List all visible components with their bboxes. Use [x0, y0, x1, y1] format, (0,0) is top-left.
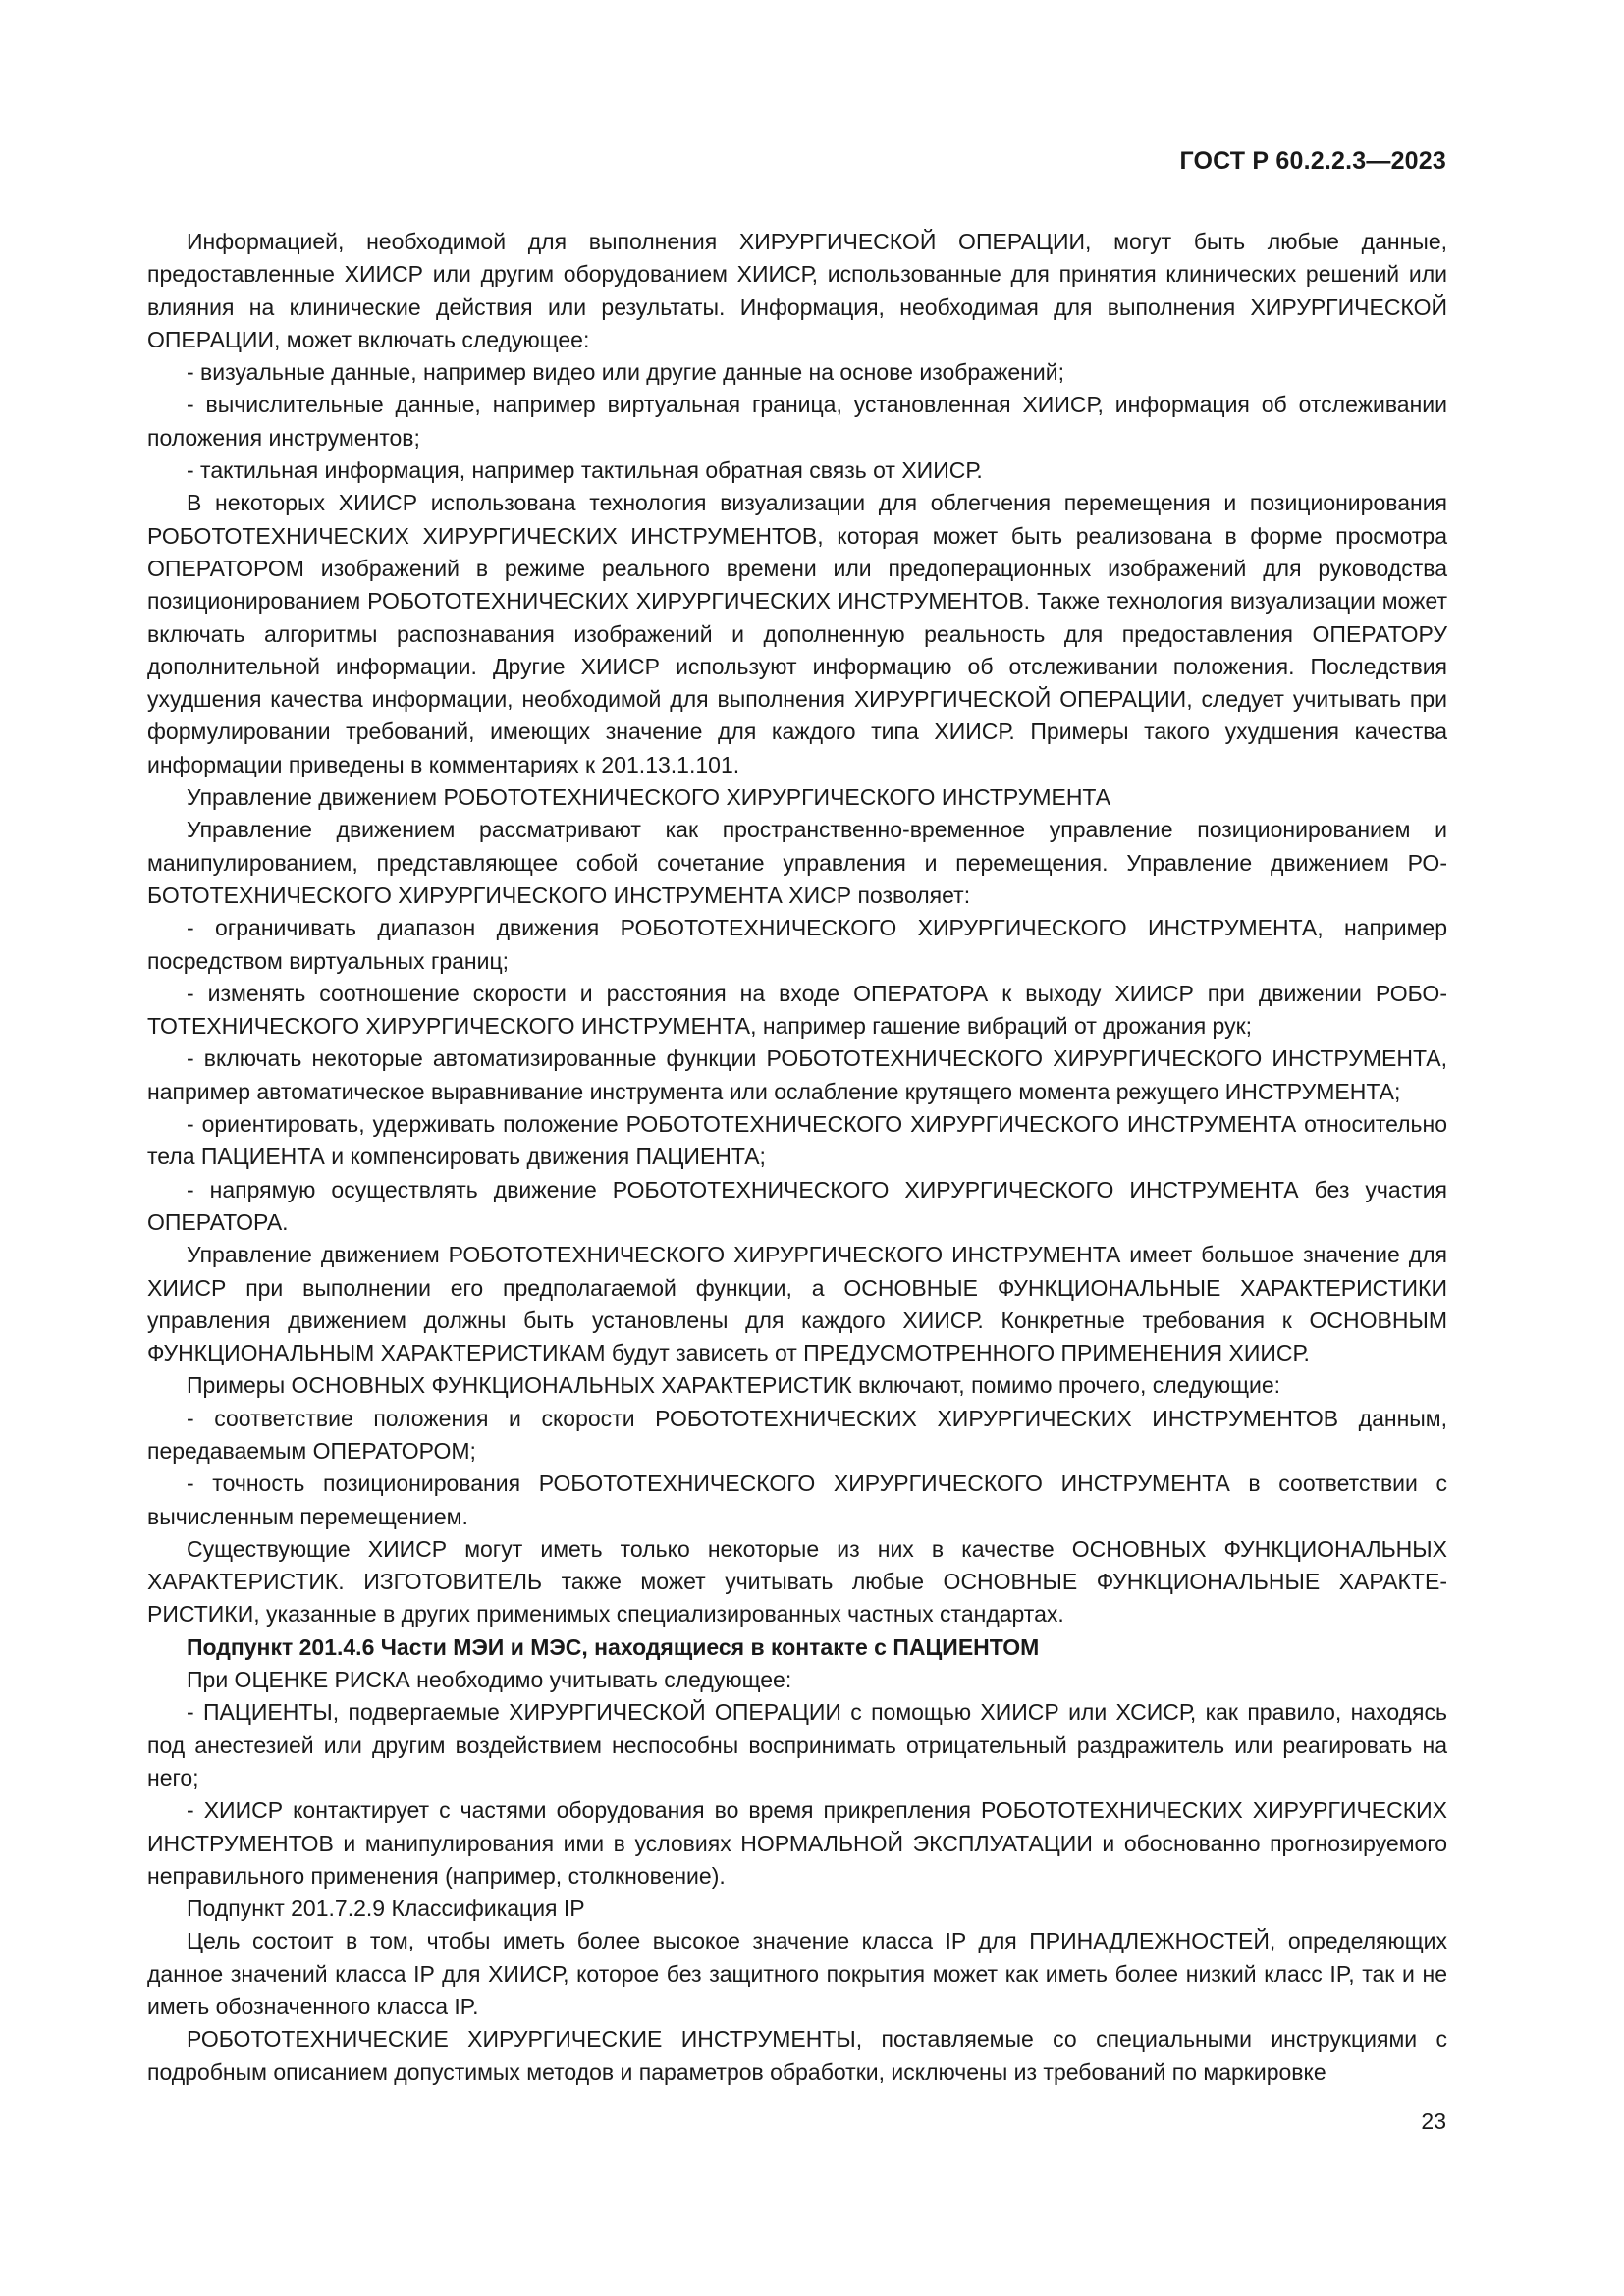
paragraph: Информацией, необходимой для выполнения ХИРУРГИЧЕСКОЙ ОПЕРАЦИИ, могут быть любые данные, предоставленные ХИИСР или другим оборудованием ХИИСР, использованные для принятия клинических решений или влияния на клинические действия или результаты. Информация, необходимая для выполнения ХИРУРГИЧЕСКОЙ ОПЕРАЦИИ, может включать следующее:	[147, 229, 1447, 352]
list-item: - соответствие положения и скорости РОБОТОТЕХНИЧЕСКИХ ХИРУРГИЧЕСКИХ ИНСТРУМЕНТОВ данным, передаваемым ОПЕРАТОРОМ;	[147, 1405, 1447, 1464]
paragraph: РОБОТОТЕХНИЧЕСКИЕ ХИРУРГИЧЕСКИЕ ИНСТРУМЕНТЫ, поставляемые со специальными инструкциями с подробным описанием допустимых методов и параметров обработки, исключены из требований по маркировке	[147, 2026, 1447, 2085]
list-item: - тактильная информация, например тактильная обратная связь от ХИИСР.	[187, 457, 983, 484]
subclause-heading: Подпункт 201.4.6 Части МЭИ и МЭС, находящиеся в контакте с ПАЦИЕНТОМ	[187, 1633, 1040, 1660]
paragraph: В некоторых ХИИСР использована технология визуализации для облегчения перемещения и позиционирования РОБОТОТЕХНИЧЕСКИХ ХИРУРГИЧЕСКИХ ИНСТРУМЕНТОВ, которая может быть реализована в форме просмотра ОПЕРАТОРОМ изображений в режиме реального времени или предоперационных изображений для руководства позиционированием РОБОТОТЕХНИЧЕСКИХ ХИРУРГИЧЕСКИХ ИНСТРУМЕНТОВ. Также технология визуализации может включать алгоритмы распознавания изображений и дополненную реальность для предоставления ОПЕРАТОРУ дополнительной информации. Другие ХИИСР используют информацию об отслеживании положения. Последствия ухудшения качества информации, необходимой для выполнения ХИРУРГИЧЕСКОЙ ОПЕРАЦИИ, следует учитывать при формулировании требований, имеющих значение для каждого типа ХИИСР. Примеры такого ухудшения качества информации приведены в комментариях к 201.13.1.101.	[147, 490, 1447, 777]
paragraph: Цель состоит в том, чтобы иметь более высокое значение класса IP для ПРИНАДЛЕЖНОСТЕЙ, определяющих данное значений класса IP для ХИИСР, которое без защитного покрытия может как иметь более низкий класс IP, так и не иметь обозначенного класса IP.	[147, 1928, 1447, 2020]
list-item: - ограничивать диапазон движения РОБОТОТЕХНИЧЕСКОГО ХИРУРГИЧЕСКОГО ИНСТРУМЕНТА, например посредством виртуальных границ;	[147, 915, 1447, 974]
list-item: - включать некоторые автоматизированные функции РОБОТОТЕХНИЧЕСКОГО ХИРУРГИЧЕСКОГО ИНСТРУМЕНТА, например автоматическое выравнивание инструмента или ослабление крутящего момента режущего ИНСТРУМЕНТА;	[147, 1045, 1447, 1104]
paragraph: Управление движением РОБОТОТЕХНИЧЕСКОГО ХИРУРГИЧЕСКОГО ИНСТРУМЕНТА имеет большое значение для ХИИСР при выполнении его предполагаемой функции, а ОСНОВНЫЕ ФУНКЦИОНАЛЬНЫЕ ХАРАКТЕРИСТИКИ управления движением должны быть установлены для каждого ХИИСР. Конкретные требования к ОСНОВНЫМ ФУНКЦИОНАЛЬНЫМ ХАРАКТЕРИСТИКАМ будут зависеть от ПРЕДУСМОТРЕННОГО ПРИМЕНЕНИЯ ХИИСР.	[147, 1242, 1447, 1366]
list-item: - изменять соотношение скорости и расстояния на входе ОПЕРАТОРА к выходу ХИИСР при движении РОБОТОТЕХНИЧЕСКОГО ХИРУРГИЧЕСКОГО ИНСТРУМЕНТА, например гашение вибраций от дрожания рук;	[147, 980, 1447, 1040]
list-item: - ориентировать, удерживать положение РОБОТОТЕХНИЧЕСКОГО ХИРУРГИЧЕСКОГО ИНСТРУМЕНТА относительно тела ПАЦИЕНТА и компенсировать движения ПАЦИЕНТА;	[147, 1111, 1447, 1170]
subclause-heading: Подпункт 201.7.2.9 Классификация IP	[187, 1896, 585, 1922]
standard-number: ГОСТ Р 60.2.2.3—2023	[1179, 147, 1446, 175]
paragraph: При ОЦЕНКЕ РИСКА необходимо учитывать следующее:	[187, 1667, 792, 1693]
list-item: - вычислительные данные, например виртуальная граница, установленная ХИИСР, информация об отслеживании положения инструментов;	[147, 392, 1447, 451]
section-heading: Управление движением РОБОТОТЕХНИЧЕСКОГО ХИРУРГИЧЕСКОГО ИНСТРУМЕНТА	[187, 784, 1111, 811]
paragraph: Примеры ОСНОВНЫХ ФУНКЦИОНАЛЬНЫХ ХАРАКТЕРИСТИК включают, помимо прочего, следующие:	[187, 1372, 1281, 1399]
document-body	[147, 226, 1447, 2089]
list-item: - точность позиционирования РОБОТОТЕХНИЧЕСКОГО ХИРУРГИЧЕСКОГО ИНСТРУМЕНТА в соответствии с вычисленным перемещением.	[147, 1470, 1447, 1529]
page-number: 23	[1421, 2109, 1446, 2134]
paragraph: Существующие ХИИСР могут иметь только некоторые из них в качестве ОСНОВНЫХ ФУНКЦИОНАЛЬНЫХ ХАРАКТЕРИСТИК. ИЗГОТОВИТЕЛЬ также может учитывать любые ОСНОВНЫЕ ФУНКЦИОНАЛЬНЫЕ ХАРАКТЕРИСТИКИ, указанные в других применимых специализированных частных стандартах.	[147, 1535, 1447, 1628]
list-item: - ПАЦИЕНТЫ, подвергаемые ХИРУРГИЧЕСКОЙ ОПЕРАЦИИ с помощью ХИИСР или ХСИСР, как правило, находясь под анестезией или другим воздействием неспособны воспринимать отрицательный раздражитель или реагировать на него;	[147, 1699, 1447, 1790]
paragraph: Управление движением рассматривают как пространственно-временное управление позиционированием и манипулированием, представляющее собой сочетание управления и перемещения. Управление движением РОБОТОТЕХНИЧЕСКОГО ХИРУРГИЧЕСКОГО ИНСТРУМЕНТА ХИСР позволяет:	[147, 817, 1447, 908]
list-item: - визуальные данные, например видео или другие данные на основе изображений;	[187, 359, 1064, 386]
list-item: - ХИИСР контактирует с частями оборудования во время прикрепления РОБОТОТЕХНИЧЕСКИХ ХИРУРГИЧЕСКИХ ИНСТРУМЕНТОВ и манипулирования ими в условиях НОРМАЛЬНОЙ ЭКСПЛУАТАЦИИ и обоснованно прогнозируемого неправильного применения (например, столкновение).	[147, 1797, 1447, 1889]
list-item: - напрямую осуществлять движение РОБОТОТЕХНИЧЕСКОГО ХИРУРГИЧЕСКОГО ИНСТРУМЕНТА без участия ОПЕРАТОРА.	[147, 1176, 1447, 1235]
